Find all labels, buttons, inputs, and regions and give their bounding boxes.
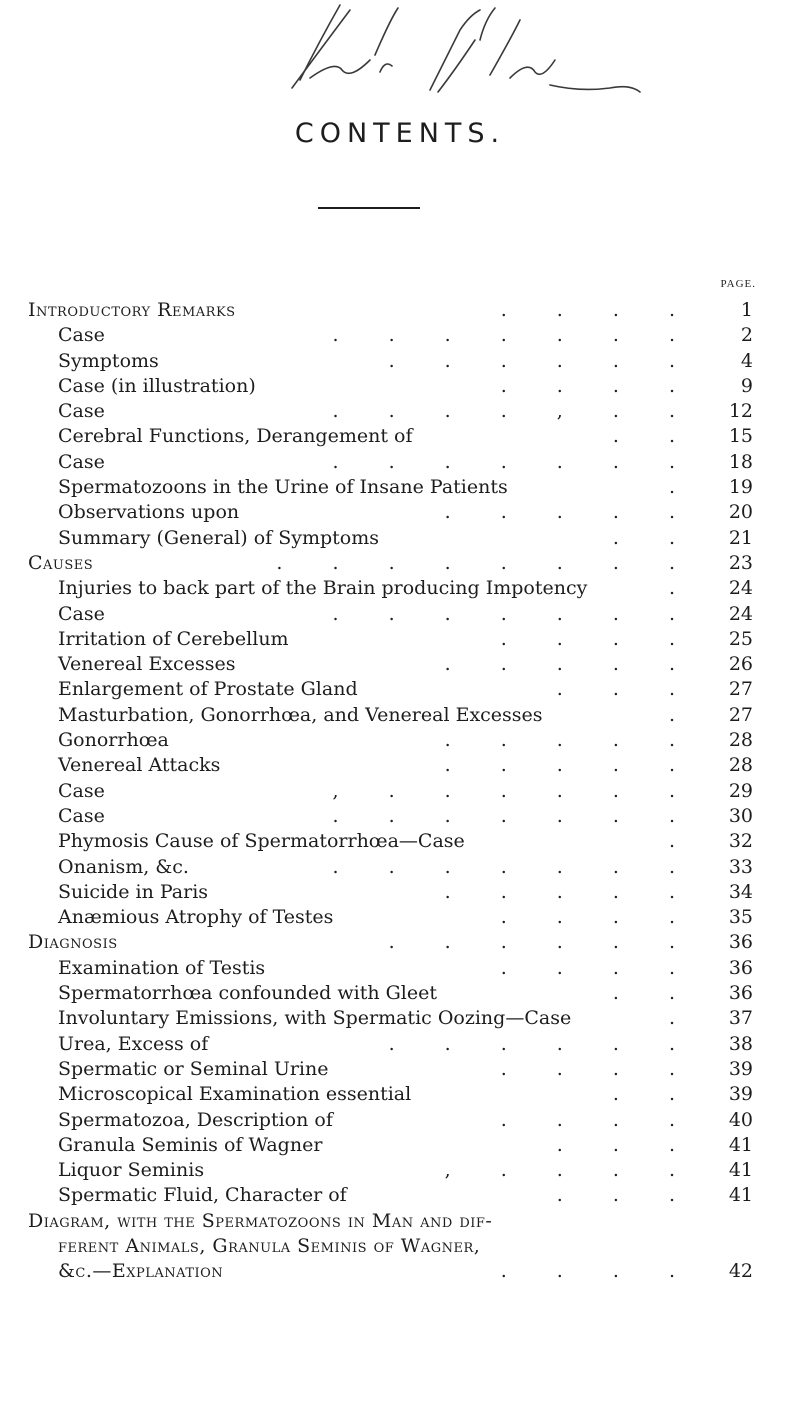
toc-leader-dots: . . . . . . . xyxy=(332,855,697,878)
toc-leader-dots: . . . . xyxy=(500,1108,697,1131)
toc-entry-label: Venereal Attacks xyxy=(58,754,221,777)
toc-leader-dots: . . . . , . . xyxy=(332,400,697,423)
toc-leader-dots: . xyxy=(668,1007,697,1030)
toc-entry-label: Spermatozoons in the Urine of Insane Patients xyxy=(58,476,508,499)
toc-entry-label: Phymosis Cause of Spermatorrhœa—Case xyxy=(58,830,465,853)
toc-entry-label: Venereal Excesses xyxy=(58,653,236,676)
toc-entry-label: Granula Seminis of Wagner xyxy=(58,1133,323,1156)
toc-entry-page: 28 xyxy=(728,729,753,752)
toc-leader-dots: . . xyxy=(612,526,697,549)
toc-leader-dots: . . . . xyxy=(500,906,697,929)
toc-leader-dots: . . . . . . . xyxy=(332,602,697,625)
toc-entry xyxy=(28,652,753,677)
toc-entry xyxy=(28,500,753,525)
toc-entry xyxy=(28,1108,753,1133)
toc-entry xyxy=(28,905,753,930)
toc-entry xyxy=(28,602,753,627)
toc-entry xyxy=(28,374,753,399)
toc-entry xyxy=(28,349,753,374)
toc-entry xyxy=(28,323,753,348)
toc-entry-page: 21 xyxy=(728,526,753,549)
toc-section-heading xyxy=(28,1209,753,1234)
toc-entry xyxy=(28,475,753,500)
toc-entry-label: Introductory Remarks xyxy=(28,299,236,321)
toc-entry-label: Spermatozoa, Description of xyxy=(58,1108,333,1131)
toc-leader-dots: . . . . . xyxy=(444,880,697,903)
toc-leader-dots: . xyxy=(668,830,697,853)
toc-leader-dots: . . . . xyxy=(500,627,697,650)
toc-entry-label: Case xyxy=(58,450,105,473)
toc-entry-label: Spermatic Fluid, Character of xyxy=(58,1184,347,1207)
toc-entry-page: 24 xyxy=(728,602,753,625)
toc-entry xyxy=(28,1082,753,1107)
toc-leader-dots: . . . . xyxy=(500,956,697,979)
page-column-label: PAGE. xyxy=(720,278,756,290)
toc-entry-label: Involuntary Emissions, with Spermatic Oozing—Case xyxy=(58,1007,572,1030)
toc-leader-dots: . . . . . xyxy=(444,653,697,676)
toc-entry-page: 36 xyxy=(728,956,753,979)
toc-leader-dots: . . . . . xyxy=(444,754,697,777)
toc-entry-label: Examination of Testis xyxy=(58,956,266,979)
toc-leader-dots: . xyxy=(668,476,697,499)
toc-entry xyxy=(28,703,753,728)
toc-leader-dots: . . xyxy=(612,1083,697,1106)
toc-entry-label: Symptoms xyxy=(58,349,159,372)
toc-entry xyxy=(28,677,753,702)
toc-entry-page: 19 xyxy=(728,476,753,499)
page-title: CONTENTS. xyxy=(294,118,506,149)
toc-leader-dots: . xyxy=(668,577,697,600)
toc-entry-label: Observations upon xyxy=(58,501,240,524)
toc-entry-page: 35 xyxy=(728,906,753,929)
toc-entry-continuation xyxy=(28,1259,753,1284)
handwritten-signature xyxy=(280,0,800,110)
toc-entry-page: 34 xyxy=(728,880,753,903)
toc-entry xyxy=(28,829,753,854)
toc-leader-dots: . . . . . . xyxy=(388,1032,697,1055)
toc-leader-dots: . . . . . . . xyxy=(332,804,697,827)
toc-leader-dots: . . xyxy=(612,425,697,448)
toc-entry-label: Suicide in Paris xyxy=(58,880,209,903)
toc-entry-page: 36 xyxy=(728,982,753,1005)
toc-leader-dots: . . . xyxy=(556,1133,697,1156)
toc-entry-label: Case (in illustration) xyxy=(58,374,256,397)
toc-entry-page: 25 xyxy=(728,627,753,650)
toc-entry-label: Anæmious Atrophy of Testes xyxy=(58,906,334,929)
toc-leader-dots: . . . xyxy=(556,678,697,701)
toc-section-heading xyxy=(28,551,753,576)
toc-leader-dots: . . . . xyxy=(500,374,697,397)
toc-entry-page: 15 xyxy=(728,425,753,448)
toc-entry-page: 39 xyxy=(728,1083,753,1106)
toc-entry-page: 38 xyxy=(728,1032,753,1055)
toc-section-heading xyxy=(28,930,753,955)
toc-entry-page: 29 xyxy=(728,779,753,802)
toc-entry-page: 2 xyxy=(740,324,753,347)
toc-entry-page: 42 xyxy=(728,1260,753,1283)
toc-entry-label: Urea, Excess of xyxy=(58,1032,209,1055)
toc-entry-page: 27 xyxy=(728,703,753,726)
toc-entry-label: Microscopical Examination essential xyxy=(58,1083,412,1106)
toc-entry-label: Case xyxy=(58,804,105,827)
toc-leader-dots: . . . . . . . xyxy=(332,450,697,473)
toc-entry xyxy=(28,981,753,1006)
toc-leader-dots: . . . . . . xyxy=(388,931,697,954)
toc-entry-page: 24 xyxy=(728,577,753,600)
toc-entry-label: Enlargement of Prostate Gland xyxy=(58,678,358,701)
toc-leader-dots: . . xyxy=(612,982,697,1005)
toc-entry-page: 1 xyxy=(740,299,753,321)
toc-entry-page: 39 xyxy=(728,1057,753,1080)
toc-entry xyxy=(28,1133,753,1158)
toc-entry-page: 12 xyxy=(728,400,753,423)
toc-entry-label: Liquor Seminis xyxy=(58,1159,205,1182)
toc-entry xyxy=(28,728,753,753)
toc-entry-page: 18 xyxy=(728,450,753,473)
toc-entry-label: Diagram, with the Spermatozoons in Man and dif- xyxy=(28,1209,493,1232)
toc-entry xyxy=(28,627,753,652)
toc-entry-label: Gonorrhœa xyxy=(58,729,169,752)
toc-entry-page: 26 xyxy=(728,653,753,676)
toc-entry-label: Cerebral Functions, Derangement of xyxy=(58,425,413,448)
toc-entry-label: Masturbation, Gonorrhœa, and Venereal Excesses xyxy=(58,703,543,726)
toc-entry-page: 4 xyxy=(740,349,753,372)
toc-entry xyxy=(28,753,753,778)
toc-entry-label: Case xyxy=(58,779,105,802)
toc-entry-label: ferent Animals, Granula Seminis of Wagner, xyxy=(58,1234,481,1257)
toc-leader-dots: . . . . . xyxy=(444,729,697,752)
toc-entry-page: 41 xyxy=(728,1133,753,1156)
toc-entry-page: 30 xyxy=(728,804,753,827)
toc-entry-continuation xyxy=(28,1234,753,1259)
toc-entry xyxy=(28,1158,753,1183)
toc-entry-label: Spermatic or Seminal Urine xyxy=(58,1057,329,1080)
toc-entry xyxy=(28,399,753,424)
toc-entry-page: 41 xyxy=(728,1184,753,1207)
toc-entry-page: 27 xyxy=(728,678,753,701)
toc-entry-label: Case xyxy=(58,400,105,423)
toc-entry-page: 20 xyxy=(728,501,753,524)
toc-entry-page: 37 xyxy=(728,1007,753,1030)
toc-entry-page: 23 xyxy=(728,551,753,574)
toc-entry xyxy=(28,1032,753,1057)
toc-entry xyxy=(28,450,753,475)
toc-entry-page: 33 xyxy=(728,855,753,878)
toc-leader-dots: , . . . . . . xyxy=(332,779,697,802)
toc-entry-label: Spermatorrhœa confounded with Gleet xyxy=(58,982,437,1005)
toc-leader-dots: . xyxy=(668,703,697,726)
toc-leader-dots: . . . . xyxy=(500,1057,697,1080)
toc-leader-dots: . . . . . . xyxy=(388,349,697,372)
toc-entry xyxy=(28,1006,753,1031)
toc-leader-dots: . . . . . xyxy=(444,501,697,524)
toc-entry xyxy=(28,1183,753,1208)
toc-entry xyxy=(28,526,753,551)
toc-entry-label: Case xyxy=(58,602,105,625)
toc-entry xyxy=(28,424,753,449)
toc-leader-dots: . . . . . . . xyxy=(332,324,697,347)
toc-entry xyxy=(28,1057,753,1082)
toc-leader-dots: , . . . . xyxy=(444,1159,697,1182)
toc-leader-dots: . . . . . . . . xyxy=(276,551,697,574)
toc-leader-dots: . . . . xyxy=(500,1260,697,1283)
toc-entry xyxy=(28,576,753,601)
toc-entry-label: Irritation of Cerebellum xyxy=(58,627,289,650)
toc-entry-label: Summary (General) of Symptoms xyxy=(58,526,380,549)
toc-leader-dots: . . . xyxy=(556,1184,697,1207)
table-of-contents xyxy=(28,298,753,1285)
title-divider xyxy=(318,207,420,209)
toc-leader-dots: . . . . xyxy=(500,299,697,321)
toc-entry-label: Diagnosis xyxy=(28,931,118,954)
toc-entry-page: 36 xyxy=(728,931,753,954)
toc-entry-page: 28 xyxy=(728,754,753,777)
toc-entry-label: Onanism, &c. xyxy=(58,855,189,878)
toc-entry-page: 9 xyxy=(740,374,753,397)
toc-entry-page: 40 xyxy=(728,1108,753,1131)
toc-entry xyxy=(28,804,753,829)
toc-section-heading xyxy=(28,298,753,323)
toc-entry-label: Case xyxy=(58,324,105,347)
toc-entry xyxy=(28,880,753,905)
toc-entry xyxy=(28,855,753,880)
toc-entry-label: &c.—Explanation xyxy=(58,1260,224,1283)
toc-entry xyxy=(28,956,753,981)
toc-entry xyxy=(28,779,753,804)
toc-entry-page: 41 xyxy=(728,1159,753,1182)
toc-entry-page: 32 xyxy=(728,830,753,853)
toc-entry-label: Causes xyxy=(28,551,94,574)
toc-entry-label: Injuries to back part of the Brain producing Impotency xyxy=(58,577,588,600)
